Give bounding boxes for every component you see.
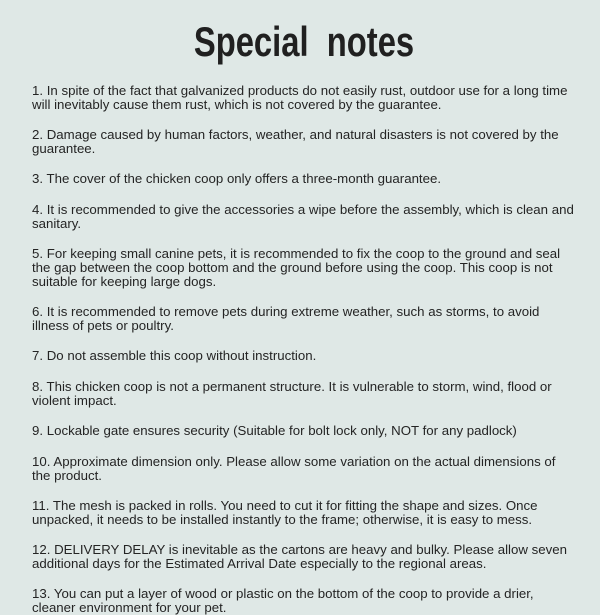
note-item-11: 11. The mesh is packed in rolls. You need to cut it for fitting the shape and sizes. Once unpacked, it needs to be installed instantly to the frame; otherwise, it is easy to mess. (32, 498, 538, 527)
note-item-5: 5. For keeping small canine pets, it is recommended to fix the coop to the ground and seal the gap between the coop bottom and the ground before using the coop. This coop is not suitable for keeping large dogs. (32, 246, 561, 289)
note-item-12: 12. DELIVERY DELAY is inevitable as the cartons are heavy and bulky. Please allow seven additional days for the Estimated Arrival Date especially to the regional areas. (32, 542, 567, 571)
note-item-4: 4. It is recommended to give the accessories a wipe before the assembly, which is clean and sanitary. (32, 202, 574, 231)
notes-list (32, 84, 576, 615)
note-item-1: 1. In spite of the fact that galvanized products do not easily rust, outdoor use for a long time will inevitably cause them rust, which is not covered by the guarantee. (32, 83, 568, 112)
note-item-13: 13. You can put a layer of wood or plastic on the bottom of the coop to provide a drier, cleaner environment for your pet. (32, 586, 534, 615)
page-title: Special notes (193, 18, 415, 65)
note-item-3: 3. The cover of the chicken coop only offers a three-month guarantee. (32, 171, 442, 186)
note-item-6: 6. It is recommended to remove pets during extreme weather, such as storms, to avoid illness of pets or poultry. (32, 304, 540, 333)
note-item-7: 7. Do not assemble this coop without instruction. (32, 348, 317, 363)
note-item-2: 2. Damage caused by human factors, weather, and natural disasters is not covered by the guarantee. (32, 127, 559, 156)
note-item-8: 8. This chicken coop is not a permanent structure. It is vulnerable to storm, wind, flood or violent impact. (32, 379, 552, 408)
note-item-10: 10. Approximate dimension only. Please allow some variation on the actual dimensions of the product. (32, 454, 556, 483)
note-item-9: 9. Lockable gate ensures security (Suitable for bolt lock only, NOT for any padlock) (32, 423, 517, 438)
